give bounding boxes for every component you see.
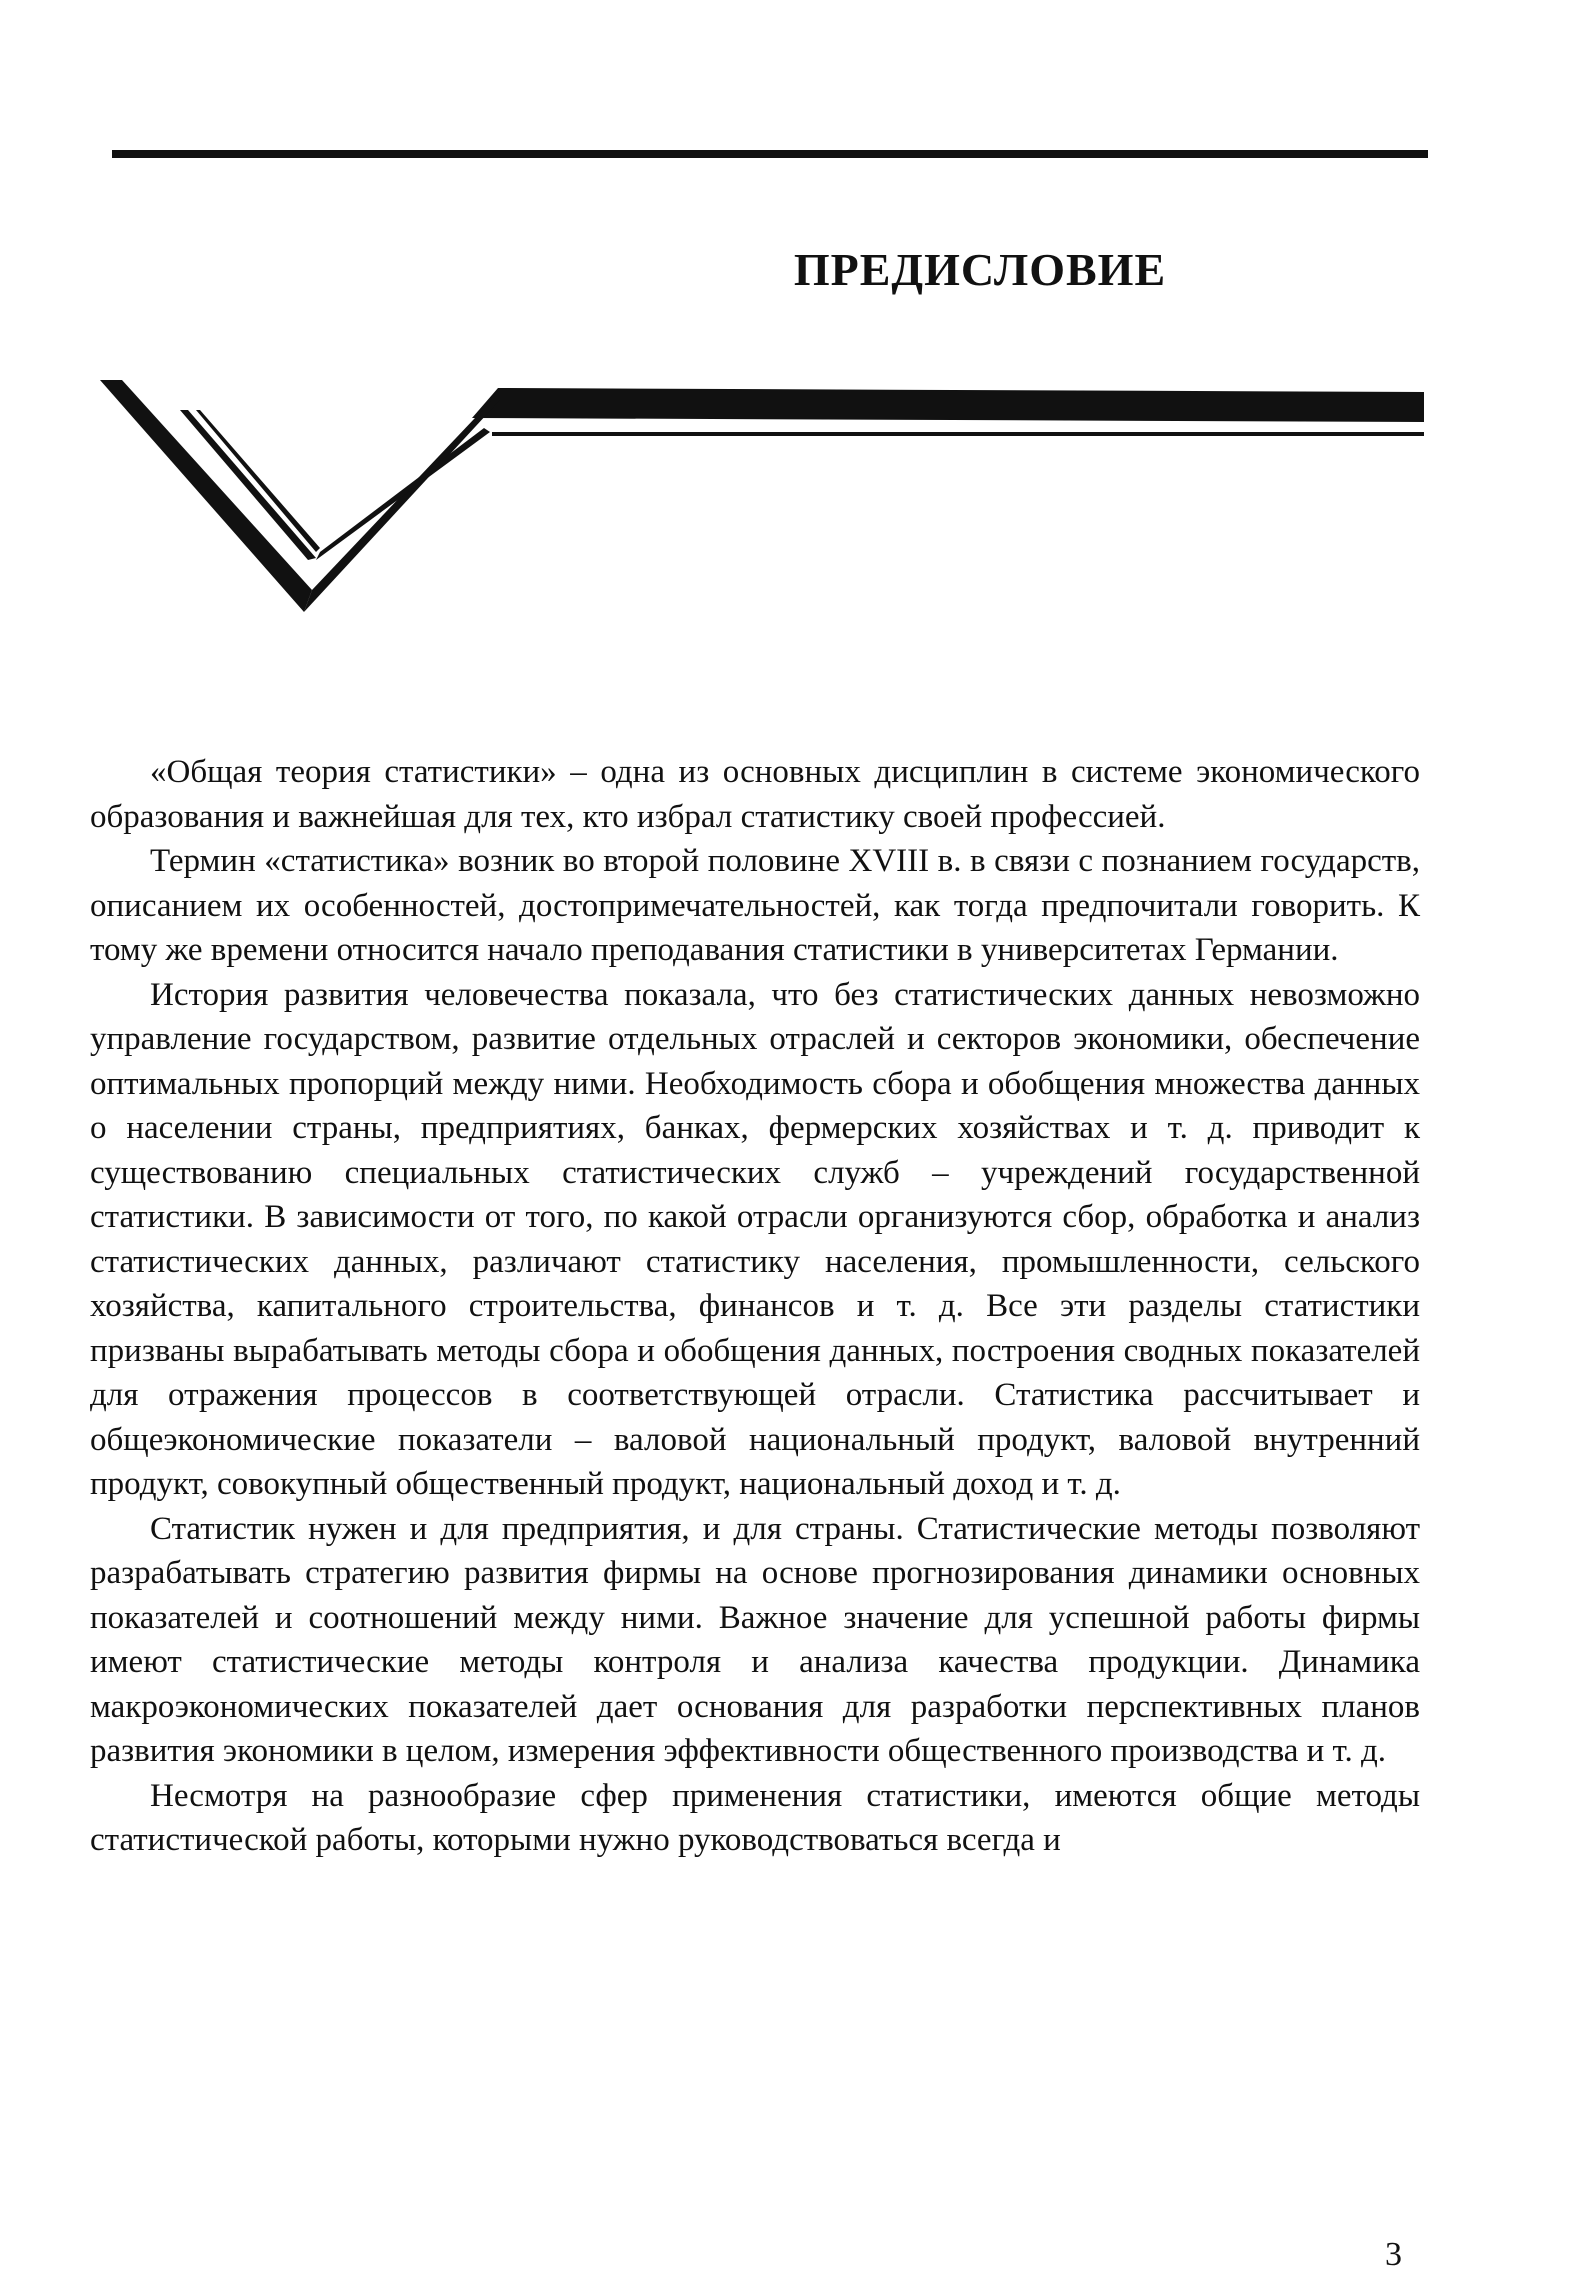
body-text xyxy=(90,750,1420,1863)
page-title: ПРЕДИСЛОВИЕ xyxy=(793,244,1167,295)
ornament-v-outer xyxy=(100,380,312,612)
ornament-thin-line xyxy=(492,432,1424,436)
paragraph: Термин «статистика» возник во второй половине XVIII в. в связи с познанием государств, описанием их особенностей, достопримечательностей, как тогда предпочитали говорить. К тому же времени относится начало преподавания статистики в университетах Германии. xyxy=(90,843,1420,968)
ornament-v-right-thin xyxy=(316,428,490,560)
paragraph: «Общая теория статистики» – одна из основных дисциплин в системе экономического образования и важнейшая для тех, кто избрал статистику своей профессией. xyxy=(90,754,1420,835)
paragraph: Статистик нужен и для предприятия, и для страны. Статистические методы позволяют разрабатывать стратегию развития фирмы на основе прогнозирования динамики основных показателей и соотношений между ними. Важное значение для успешной работы фирмы имеют статистические методы контроля и анализа качества продукции. Динамика макроэкономических показателей дает основания для разработки перспективных планов развития экономики в целом, измерения эффективности общественного производства и т. д. xyxy=(90,1510,1420,1769)
paragraph: Несмотря на разнообразие сфер применения статистики, имеются общие методы статистической работы, которыми нужно руководствоваться всегда и xyxy=(90,1777,1420,1858)
chevron-ornament xyxy=(100,370,1440,620)
page-number: 3 xyxy=(1385,2236,1402,2273)
top-rule xyxy=(112,150,1428,158)
ornament-v-right xyxy=(304,400,500,612)
ornament-bar xyxy=(472,388,1424,422)
paragraph: История развития человечества показала, что без статистических данных невозможно управление государством, развитие отдельных отраслей и секторов экономики, обеспечение оптимальных пропорций между ними. Необходимость сбора и обобщения множества данных о населении страны, предприятиях, банках, фермерских хозяйствах и т. д. приводит к существованию специальных статистических служб – учреждений государственной статистики. В зависимости от того, по какой отрасли организуются сбор, обработка и анализ статистических данных, различают статистику населения, промышленности, сельского хозяйства, капитального строительства, финансов и т. д. Все эти разделы статистики призваны вырабатывать методы сбора и обобщения данных, построения сводных показателей для отражения процессов в соответствующей отрасли. Статистика рассчитывает и общеэкономические показатели – валовой национальный продукт, валовой внутренний продукт, совокупный общественный продукт, национальный доход и т. д. xyxy=(90,976,1420,1502)
